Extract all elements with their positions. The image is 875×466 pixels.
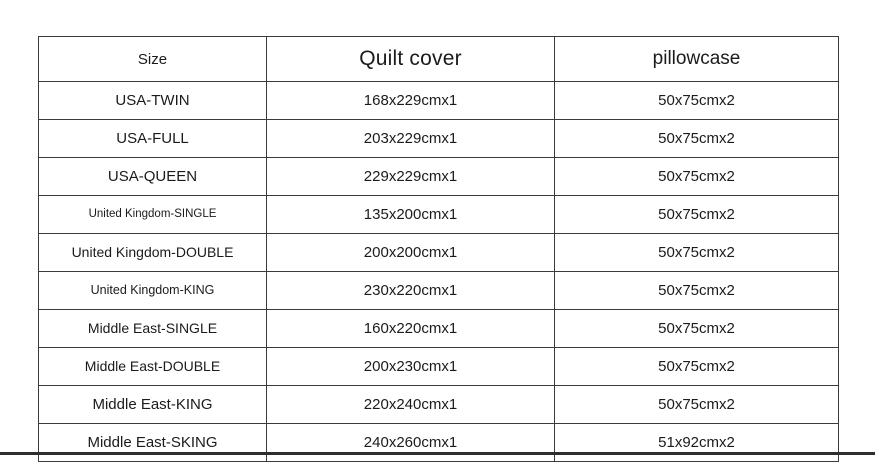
cell-quilt-cover: 220x240cmx1 bbox=[267, 386, 555, 424]
cell-quilt-cover: 160x220cmx1 bbox=[267, 310, 555, 348]
cell-pillowcase: 50x75cmx2 bbox=[555, 196, 839, 234]
cell-size: United Kingdom-KING bbox=[39, 272, 267, 310]
cell-pillowcase: 50x75cmx2 bbox=[555, 234, 839, 272]
cell-quilt-cover: 135x200cmx1 bbox=[267, 196, 555, 234]
cell-size: Middle East-SKING bbox=[39, 424, 267, 462]
cell-pillowcase: 50x75cmx2 bbox=[555, 120, 839, 158]
cell-quilt-cover: 240x260cmx1 bbox=[267, 424, 555, 462]
table-row bbox=[39, 348, 839, 386]
cell-quilt-cover: 200x200cmx1 bbox=[267, 234, 555, 272]
table-header bbox=[39, 37, 839, 82]
table-row bbox=[39, 158, 839, 196]
cell-pillowcase: 50x75cmx2 bbox=[555, 310, 839, 348]
table-row bbox=[39, 82, 839, 120]
cell-quilt-cover: 203x229cmx1 bbox=[267, 120, 555, 158]
table-row bbox=[39, 234, 839, 272]
size-chart-table bbox=[38, 36, 839, 462]
cell-quilt-cover: 200x230cmx1 bbox=[267, 348, 555, 386]
cell-pillowcase: 51x92cmx2 bbox=[555, 424, 839, 462]
table-row bbox=[39, 386, 839, 424]
cell-quilt-cover: 230x220cmx1 bbox=[267, 272, 555, 310]
table-row bbox=[39, 310, 839, 348]
column-header-quilt-cover: Quilt cover bbox=[267, 37, 555, 82]
cell-size: Middle East-DOUBLE bbox=[39, 348, 267, 386]
bottom-divider bbox=[0, 452, 875, 455]
cell-size: United Kingdom-SINGLE bbox=[39, 196, 267, 234]
cell-size: Middle East-SINGLE bbox=[39, 310, 267, 348]
cell-quilt-cover: 168x229cmx1 bbox=[267, 82, 555, 120]
cell-pillowcase: 50x75cmx2 bbox=[555, 82, 839, 120]
cell-size: Middle East-KING bbox=[39, 386, 267, 424]
cell-size: USA-FULL bbox=[39, 120, 267, 158]
cell-pillowcase: 50x75cmx2 bbox=[555, 158, 839, 196]
table-row bbox=[39, 424, 839, 462]
table-header-row bbox=[39, 37, 839, 82]
table-row bbox=[39, 120, 839, 158]
table-body bbox=[39, 82, 839, 462]
table-row bbox=[39, 196, 839, 234]
cell-pillowcase: 50x75cmx2 bbox=[555, 272, 839, 310]
cell-quilt-cover: 229x229cmx1 bbox=[267, 158, 555, 196]
cell-pillowcase: 50x75cmx2 bbox=[555, 348, 839, 386]
column-header-pillowcase: pillowcase bbox=[555, 37, 839, 82]
column-header-size: Size bbox=[39, 37, 267, 82]
cell-size: USA-QUEEN bbox=[39, 158, 267, 196]
cell-size: United Kingdom-DOUBLE bbox=[39, 234, 267, 272]
size-chart-container bbox=[38, 36, 838, 462]
cell-size: USA-TWIN bbox=[39, 82, 267, 120]
cell-pillowcase: 50x75cmx2 bbox=[555, 386, 839, 424]
table-row bbox=[39, 272, 839, 310]
